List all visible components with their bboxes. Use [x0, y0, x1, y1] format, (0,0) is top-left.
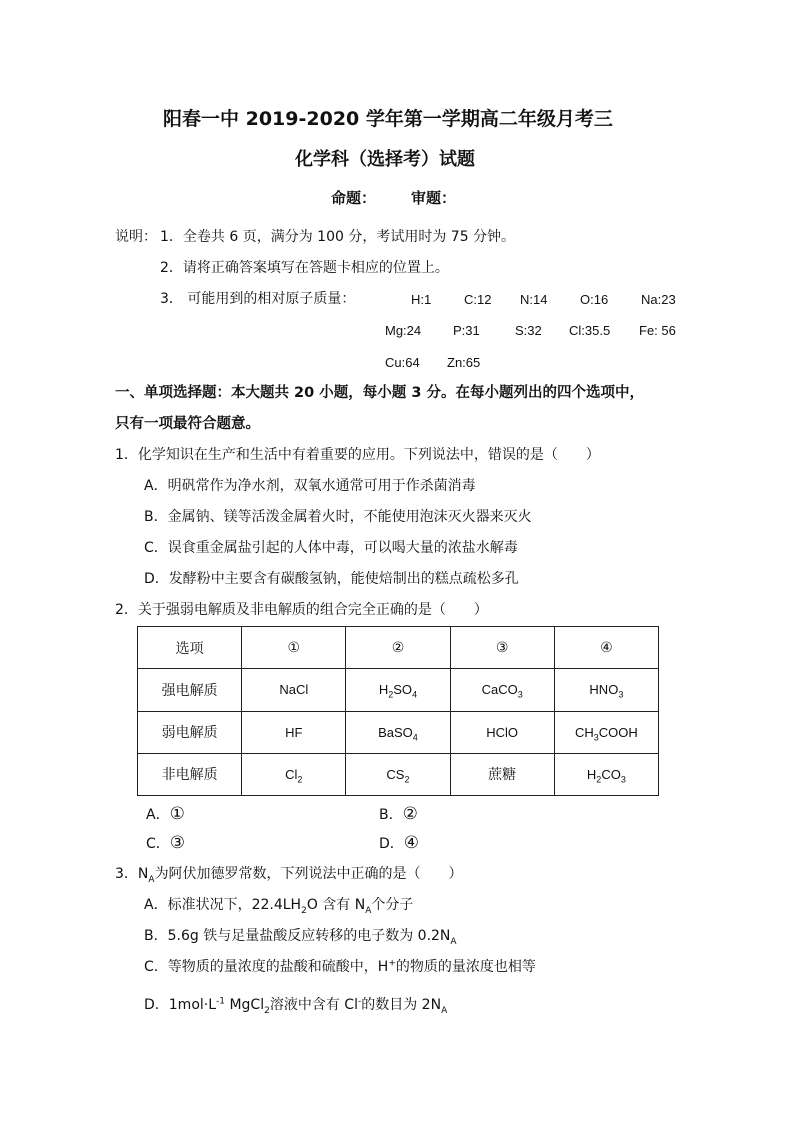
- table-cell: $CH_3COOH$: [554, 711, 658, 753]
- atomic-mass: Na:23: [641, 292, 676, 307]
- instruction-item-1: 1．全卷共 6 页，满分为 100 分，考试用时为 75 分钟。: [160, 229, 516, 245]
- table-header-row: [138, 627, 659, 669]
- question-3-option-d: D．$1mol\cdot L^{-1}$ MgCl$_2$溶液中含有 Cl-的数目为 $2N_A$: [144, 996, 448, 1016]
- instruction-item-3: 3． 可能用到的相对原子质量：: [160, 291, 356, 307]
- table-cell: CaCO$_3$: [450, 669, 554, 711]
- question-2-option-b: B．②: [379, 804, 418, 824]
- atomic-mass: Cl:35.5: [569, 323, 611, 338]
- table-row: [138, 753, 659, 795]
- question-1-option-d: D．发酵粉中主要含有碳酸氢钠，能使焙制出的糕点疏松多孔: [144, 571, 519, 587]
- table-header-cell: ②: [346, 627, 450, 669]
- page-subtitle: 化学科（选择考）试题: [295, 149, 475, 170]
- row-label: 非电解质: [138, 753, 242, 795]
- question-2-stem: 2．关于强弱电解质及非电解质的组合完全正确的是（ ）: [115, 602, 488, 618]
- atomic-mass: Fe: 56: [639, 323, 676, 338]
- atomic-mass: S:32: [515, 323, 542, 338]
- table-row: [138, 711, 659, 753]
- question-1-option-b: B．金属钠、镁等活泼金属着火时，不能使用泡沫灭火器来灭火: [144, 509, 532, 525]
- table-cell: 蔗糖: [450, 753, 554, 795]
- table-cell: HClO: [450, 711, 554, 753]
- question-1-stem: 1．化学知识在生产和生活中有着重要的应用。下列说法中，错误的是（ ）: [115, 447, 600, 463]
- table-cell: $H_2CO_3$: [554, 753, 658, 795]
- atomic-mass: N:14: [520, 292, 548, 307]
- table-header-cell: 选项: [138, 627, 242, 669]
- electrolyte-table: [137, 626, 659, 796]
- question-2-option-a: A．①: [146, 804, 185, 824]
- table-cell: NaCl: [242, 669, 346, 711]
- table-cell: HF: [242, 711, 346, 753]
- atomic-mass: C:12: [464, 292, 492, 307]
- table-header-cell: ①: [242, 627, 346, 669]
- question-2-option-d: D．④: [379, 833, 420, 853]
- section-heading: 一、单项选择题：本大题共 20 小题，每小题 3 分。在每小题列出的四个选项中，: [115, 385, 644, 401]
- table-cell: $HNO_3$: [554, 669, 658, 711]
- table-header-cell: ③: [450, 627, 554, 669]
- atomic-mass: H:1: [411, 292, 432, 307]
- reviewer-label: 审题：: [411, 189, 457, 207]
- atomic-mass: O:16: [580, 292, 609, 307]
- question-3-option-a: A．标准状况下，$22.4LH_2O$ 含有 $N_A$个分子: [144, 897, 414, 916]
- table-cell: $CS_2$: [346, 753, 450, 795]
- section-heading-cont: 只有一项最符合题意。: [115, 416, 260, 432]
- row-label: 弱电解质: [138, 711, 242, 753]
- table-cell: $H_2SO_4$: [346, 669, 450, 711]
- atomic-mass: Cu:64: [385, 355, 420, 370]
- table-cell: $Cl_2$: [242, 753, 346, 795]
- question-1-option-c: C．误食重金属盐引起的人体中毒，可以喝大量的浓盐水解毒: [144, 540, 518, 556]
- question-1-option-a: A．明矾常作为净水剂，双氧水通常可用于作杀菌消毒: [144, 478, 476, 494]
- atomic-mass: P:31: [453, 323, 480, 338]
- table-cell: BaSO$_4$: [346, 711, 450, 753]
- setter-label: 命题：: [331, 189, 377, 207]
- question-3-option-b: B．5.6g 铁与足量盐酸反应转移的电子数为 $0.2N_A$: [144, 928, 457, 947]
- atomic-mass: Mg:24: [385, 323, 422, 338]
- atomic-mass: Zn:65: [447, 355, 481, 370]
- page-title: 阳春一中 2019-2020 学年第一学期高二年级月考三: [163, 108, 613, 130]
- question-2-option-c: C．③: [146, 833, 186, 853]
- instructions-lead: 说明：: [115, 229, 157, 245]
- question-3-stem: 3．$N_A$为阿伏加德罗常数，下列说法中正确的是（ ）: [115, 866, 463, 885]
- instruction-item-2: 2．请将正确答案填写在答题卡相应的位置上。: [160, 260, 449, 276]
- table-row: [138, 669, 659, 711]
- row-label: 强电解质: [138, 669, 242, 711]
- question-3-option-c: C．等物质的量浓度的盐酸和硫酸中，H+的物质的量浓度也相等: [144, 958, 536, 975]
- table-header-cell: ④: [554, 627, 658, 669]
